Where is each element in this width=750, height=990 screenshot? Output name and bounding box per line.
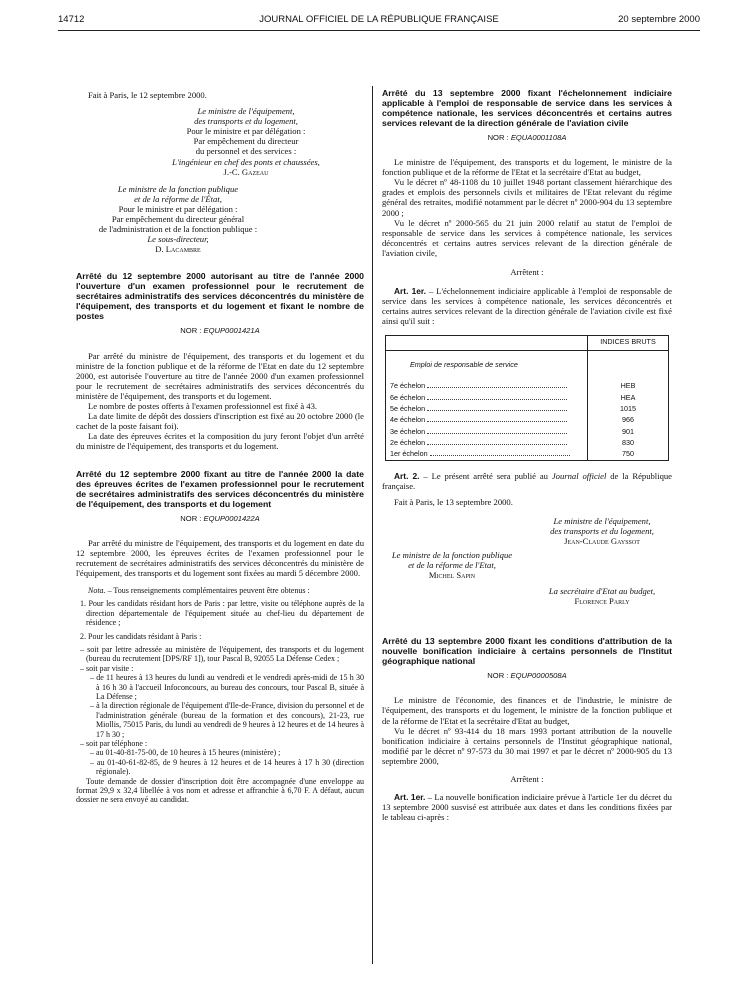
paragraph: Vu le décret nº 48-1108 du 10 juillet 1948 portant classement hiérarchique des grades et emplois des personnels civils et militaires de l'Etat relevant du régime général des retraites, modifié notamment par le décret nº 2000-904 du 13 septembre 2000 ;	[382, 177, 672, 218]
echelon-label: 6e échelon	[390, 392, 426, 402]
nota-item: – soit par téléphone :	[80, 739, 148, 748]
echelon-label: 7e échelon	[390, 381, 426, 391]
signature-block-1	[128, 106, 364, 177]
signature-block-2	[66, 184, 290, 255]
paragraph: Vu le décret nº 2000-565 du 21 juin 2000 relatif au statut de l'emploi de responsable de service dans les services à compétence nationale, les services déconcentrés et certains autres services relevant de la direction générale de l'aviation civile,	[382, 217, 672, 258]
signature-line: Le ministre de la fonction publique	[117, 183, 239, 194]
decree-body-1	[76, 351, 364, 452]
nor-label: NOR :	[487, 671, 509, 681]
nor-reference-2	[76, 514, 364, 524]
signature-line: Pour le ministre et par délégation :	[118, 203, 238, 214]
decree-body-3	[382, 157, 672, 258]
nor-reference-3	[382, 133, 672, 143]
signature-line: de l'administration et de la fonction publique :	[98, 224, 258, 235]
page-number: 14712	[58, 14, 85, 25]
leader-dots	[427, 428, 567, 434]
nor-code: EQUP0000508A	[510, 671, 567, 681]
nor-label: NOR :	[487, 133, 509, 142]
nor-code: EQUP0001421A	[203, 326, 260, 336]
echelon-label: 3e échelon	[390, 426, 426, 436]
signatory-name: D. Lacambre	[155, 244, 201, 255]
table-row	[386, 449, 669, 461]
table-value: 750	[622, 449, 634, 459]
signature-minister-2	[382, 550, 522, 580]
journal-title: JOURNAL OFFICIEL DE LA RÉPUBLIQUE FRANÇAISE	[259, 14, 499, 25]
nor-reference-4	[382, 671, 672, 681]
signature-place-date: Fait à Paris, le 13 septembre 2000.	[394, 497, 513, 508]
nota-intro	[76, 586, 364, 595]
page-header	[58, 14, 700, 28]
nor-code: EQUP0001422A	[203, 514, 260, 524]
nota-item: 1. Pour les candidats résidant hors de Paris : par lettre, visite ou téléphone auprès de la direction départementale de l'équipement située au chef-lieu du département de résidence ;	[80, 599, 364, 628]
signature-line: des transports et du logement,	[194, 116, 298, 127]
article-1	[382, 286, 672, 326]
signatory-name: Florence Parly	[574, 596, 630, 607]
indices-table	[385, 335, 669, 462]
nota-item: – soit par visite :	[80, 663, 134, 673]
paragraph: Vu le décret nº 93-414 du 18 mars 1993 portant attribution de la nouvelle bonification indiciaire à certains personnels de l'Institut géographique national, modifié par le décret nº 97-573 du 30 mai 1997 et par le décret nº 2000-905 du 13 septembre 2000,	[382, 725, 672, 766]
leader-dots	[427, 405, 567, 411]
nor-code: EQUA0001108A	[510, 133, 567, 142]
issue-date: 20 septembre 2000	[618, 14, 700, 25]
table-column-header: INDICES BRUTS	[588, 335, 669, 350]
echelon-label: 4e échelon	[390, 415, 426, 425]
table-header-row	[386, 335, 669, 350]
signature-line: Le ministre de la fonction publique	[391, 549, 513, 560]
nor-label: NOR :	[180, 514, 202, 524]
decree-title-2: Arrêté du 12 septembre 2000 fixant au titre de l'année 2000 la date des épreuves écrites de l'examen professionnel pour le recrutement de secrétaires administratifs des services déconcentrés du ministère de l'équipement, des transports et du logement	[76, 469, 364, 510]
article-text: – L'échelonnement indiciaire applicable à l'emploi de responsable de service dans les services à compétence nationale, les services déconcentrés et certains autres services relevant de la direction générale de l'aviation civile est fixé ainsi qu'il suit :	[382, 286, 672, 327]
signature-minister-1	[532, 516, 672, 546]
leader-dots	[427, 394, 567, 400]
table-value: 901	[622, 426, 634, 436]
leader-dots	[427, 439, 567, 445]
signatory-name: Michel Sapin	[428, 569, 476, 580]
nota-item: – au 01-40-81-75-00, de 10 heures à 15 heures (ministère) ;	[90, 748, 281, 758]
echelon-label: 1er échelon	[390, 449, 428, 459]
article-text: – La nouvelle bonification indiciaire prévue à l'article 1er du décret du 13 septembre 2000 susvisé est attribuée aux dates et dans les conditions fixées par le tableau ci-après :	[382, 792, 672, 823]
signature-line: du personnel et des services :	[195, 146, 297, 157]
signature-line: et de la réforme de l'État,	[134, 193, 222, 204]
table-row-label	[386, 392, 588, 403]
table-row	[386, 392, 669, 403]
table-value: 966	[622, 415, 634, 425]
paragraph: Le nombre de postes offerts à l'examen professionnel est fixé à 43.	[88, 400, 318, 411]
right-column	[382, 88, 672, 822]
article-1-b	[382, 792, 672, 822]
table-row-label	[386, 381, 588, 392]
signature-line: Par empêchement du directeur général	[111, 214, 245, 225]
signature-line: et de la réforme de l'Etat,	[408, 559, 496, 570]
signature-line: Par empêchement du directeur	[193, 136, 299, 147]
table-corner-cell	[386, 335, 588, 350]
table-value: HEB	[620, 381, 636, 391]
nota-item: – de 11 heures à 13 heures du lundi au vendredi et le vendredi après-midi de 15 h 30 à 16 h 30 à l'accueil Infoconcours, au bureau des concours, tour Pascal B, située à La Défense ;	[90, 673, 364, 701]
arretent-heading: Arrêtent :	[510, 774, 544, 785]
paragraph: Par arrêté du ministre de l'équipement, des transports et du logement en date du 12 septembre 2000, les épreuves écrites de l'examen professionnel pour le recrutement de secrétaires administratifs des services déconcentrés du ministère de l'équipement, des transports et du logement sont fixées au mardi 5 décembre 2000.	[76, 537, 364, 578]
table-value: HEA	[620, 392, 636, 402]
paragraph: Par arrêté du ministre de l'équipement, des transports et du logement et du ministre de la fonction publique et de la réforme de l'Etat en date du 12 septembre 2000, est autorisée l'ouverture au titre de l'année 2000 d'un examen professionnel pour le recrutement de secrétaires administratifs des services déconcentrés du ministère de l'équipement, des transports et du logement.	[76, 350, 364, 401]
table-row-label	[386, 403, 588, 414]
echelon-label: 5e échelon	[390, 403, 426, 413]
signature-line: Le sous-directeur,	[147, 234, 209, 245]
table-row-label	[386, 437, 588, 448]
article-text: – Le présent arrêté sera publié au	[419, 471, 552, 482]
decree-title-3: Arrêté du 13 septembre 2000 fixant l'échelonnement indiciaire applicable à l'emploi de responsable de service dans les services à compétence nationale, les services déconcentrés et certains autres services relevant de la direction générale de l'aviation civile	[382, 88, 672, 128]
nota-item: Toute demande de dossier d'inscription doit être accompagnée d'une enveloppe au format 29,9 x 32,4 libellée à vos nom et adresse et affranchie à 6,70 F. A défaut, aucun dossier ne sera envoyé au candidat.	[76, 776, 364, 805]
table-row-label	[386, 426, 588, 437]
article-label: Art. 1er.	[394, 792, 426, 803]
leader-dots	[427, 382, 567, 388]
paragraph: Le ministre de l'équipement, des transports et du logement, le ministre de la fonction publique et de la réforme de l'Etat et la secrétaire d'Etat au budget,	[382, 157, 672, 178]
signature-line: Le ministre de l'équipement,	[553, 515, 651, 526]
nota-item: – à la direction régionale de l'équipement d'Ile-de-France, division du personnel et de l'administration générale (bureau de la formation et des concours), 21-23, rue Miollis, 75015 Paris, du lundi au vendredi de 9 heures à 12 heures et de 14 heures à 17 h 30 ;	[90, 701, 364, 739]
article-label: Art. 2.	[394, 471, 420, 482]
signature-line: L'ingénieur en chef des ponts et chaussées,	[172, 156, 320, 167]
decree-title-1: Arrêté du 12 septembre 2000 autorisant au titre de l'année 2000 l'ouverture d'un examen professionnel pour le recrutement de secrétaires administratifs des services déconcentrés du ministère de l'équipement, des transports et du logement et fixant le nombre de postes	[76, 271, 364, 322]
header-rule	[58, 30, 700, 31]
article-label: Art. 1er.	[394, 286, 427, 297]
table-row	[386, 381, 669, 392]
paragraph: La date limite de dépôt des dossiers d'inscription est fixé au 20 octobre 2000 (le cachet de la poste faisant foi).	[76, 411, 364, 432]
table-row	[386, 437, 669, 448]
signature-minister-3	[532, 586, 672, 606]
nota-item: 2. Pour les candidats résidant à Paris :	[80, 631, 202, 641]
paragraph: La date des épreuves écrites et la composition du jury feront l'objet d'un arrêté du ministre de l'équipement, des transports et du logement.	[76, 431, 364, 452]
table-row-header: Emploi de responsable de service	[386, 350, 588, 381]
paragraph: Le ministre de l'économie, des finances et de l'industrie, le ministre de l'équipement, des transports et du logement, le ministre de la fonction publique et de la réforme de l'Etat et la secrétaire d'Etat au budget,	[382, 695, 672, 726]
signatory-name: Jean-Claude Gayssot	[564, 535, 640, 546]
nor-reference-1	[76, 326, 364, 336]
nota-item: – soit par lettre adressée au ministère de l'équipement, des transports et du logement (bureau du recrutement [DPS/RF 1]), tour Pascal B, 92055 La Défense Cedex ;	[80, 644, 364, 664]
signature-place-date: Fait à Paris, le 12 septembre 2000.	[88, 90, 207, 100]
table-cell	[588, 350, 669, 381]
decree-body-4	[382, 695, 672, 766]
table-row	[386, 426, 669, 437]
signature-line: La secrétaire d'Etat au budget,	[548, 586, 656, 597]
arretent-heading: Arrêtent :	[510, 267, 544, 278]
table-value: 830	[622, 438, 634, 448]
article-text: de la République française.	[382, 471, 672, 492]
signatory-name: J.-C. Gazeau	[223, 166, 269, 177]
table-row-label	[386, 415, 588, 426]
left-column	[76, 90, 364, 805]
table-row	[386, 403, 669, 414]
echelon-label: 2e échelon	[390, 438, 426, 448]
table-value: 1015	[620, 403, 636, 413]
signature-line: Le ministre de l'équipement,	[197, 106, 295, 117]
nota-item: – au 01-40-61-82-85, de 9 heures à 12 heures et de 14 heures à 17 h 30 (direction régionale).	[90, 757, 364, 777]
signature-line: des transports et du logement,	[550, 525, 654, 536]
nota-text: – Tous renseignements complémentaires peuvent être obtenus :	[105, 585, 310, 595]
signature-line: Pour le ministre et par délégation :	[186, 126, 306, 137]
decree-title-4: Arrêté du 13 septembre 2000 fixant les conditions d'attribution de la nouvelle bonification indiciaire à certains personnels de l'Institut géographique national	[382, 636, 672, 667]
leader-dots	[427, 416, 567, 422]
table-row	[386, 350, 669, 381]
column-divider	[372, 86, 373, 964]
nota-label: Nota.	[88, 585, 106, 595]
table-row-label	[386, 449, 588, 461]
leader-dots	[430, 450, 570, 456]
table-row	[386, 415, 669, 426]
article-text-italic: Journal officiel	[551, 471, 607, 482]
nota-block	[76, 586, 364, 805]
nor-label: NOR :	[180, 326, 202, 336]
article-2	[382, 471, 672, 491]
